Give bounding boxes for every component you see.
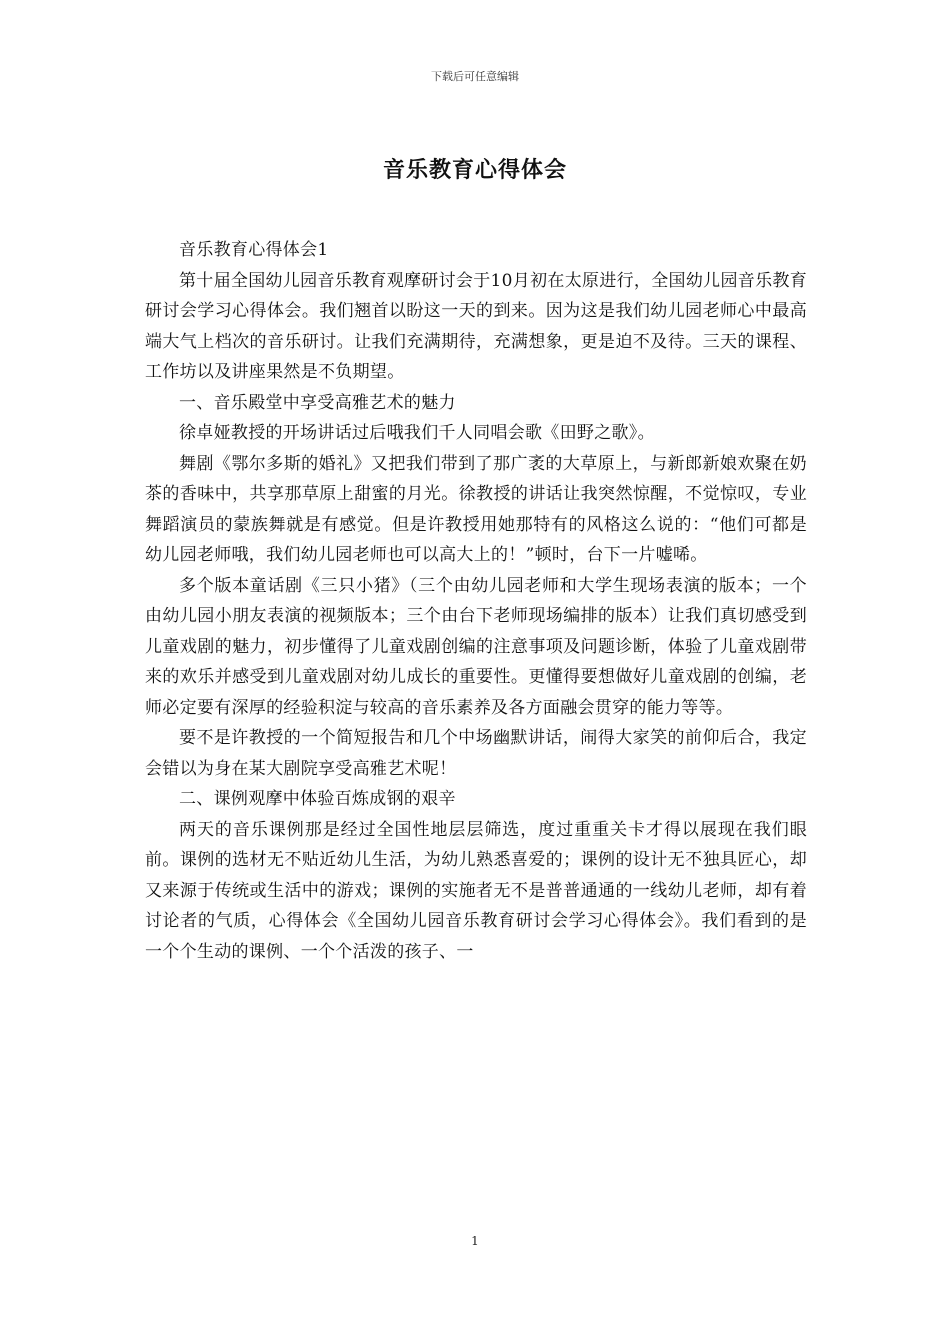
page-number: 1 <box>471 1234 479 1248</box>
paragraph: 多个版本童话剧《三只小猪》（三个由幼儿园老师和大学生现场表演的版本；一个由幼儿园小朋友表演的视频版本；三个由台下老师现场编排的版本）让我们真切感受到儿童戏剧的魅力，初步懂得了儿童戏剧创编的注意事项及问题诊断，体验了儿童戏剧带来的欢乐并感受到儿童戏剧对幼儿成长的重要性。更懂得要想做好儿童戏剧的创编，老师必定要有深厚的经验积淀与较高的音乐素养及各方面融会贯穿的能力等等。 <box>145 575 807 718</box>
paragraph: 徐卓娅教授的开场讲话过后哦我们千人同唱会歌《田野之歌》。 <box>179 423 655 443</box>
document-title: 音乐教育心得体会 <box>382 157 567 183</box>
paragraph: 舞剧《鄂尔多斯的婚礼》又把我们带到了那广袤的大草原上，与新郎新娘欢聚在奶茶的香味中，共享那草原上甜蜜的月光。徐教授的讲话让我突然惊醒，不觉惊叹，专业舞蹈演员的蒙族舞就是有感觉。但是许教授用她那特有的风格这么说的：“他们可都是幼儿园老师哦，我们幼儿园老师也可以高大上的！”顿时，台下一片嘘唏。 <box>145 453 807 565</box>
header-note: 下载后可任意编辑 <box>431 70 519 83</box>
document-body <box>145 235 807 967</box>
paragraph: 第十届全国幼儿园音乐教育观摩研讨会于10月初在太原进行，全国幼儿园音乐教育研讨会学习心得体会。我们翘首以盼这一天的到来。因为这是我们幼儿园老师心中最高端大气上档次的音乐研讨。让我们充满期待，充满想象，更是迫不及待。三天的课程、工作坊以及讲座果然是不负期望。 <box>145 270 807 382</box>
paragraph: 两天的音乐课例那是经过全国性地层层筛选，度过重重关卡才得以展现在我们眼前。课例的选材无不贴近幼儿生活，为幼儿熟悉喜爱的；课例的设计无不独具匠心，却又来源于传统或生活中的游戏；课例的实施者无不是普普通通的一线幼儿老师，却有着讨论者的气质，心得体会《全国幼儿园音乐教育研讨会学习心得体会》。我们看到的是一个个生动的课例、一个个活泼的孩子、一 <box>145 819 807 962</box>
section-heading: 一、音乐殿堂中享受高雅艺术的魅力 <box>179 392 456 413</box>
paragraph-subtitle: 音乐教育心得体会1 <box>179 240 329 260</box>
paragraph: 要不是许教授的一个简短报告和几个中场幽默讲话，闹得大家笑的前仰后合，我定会错以为身在某大剧院享受高雅艺术呢！ <box>145 728 807 779</box>
section-heading: 二、课例观摩中体验百炼成钢的艰辛 <box>179 789 456 809</box>
